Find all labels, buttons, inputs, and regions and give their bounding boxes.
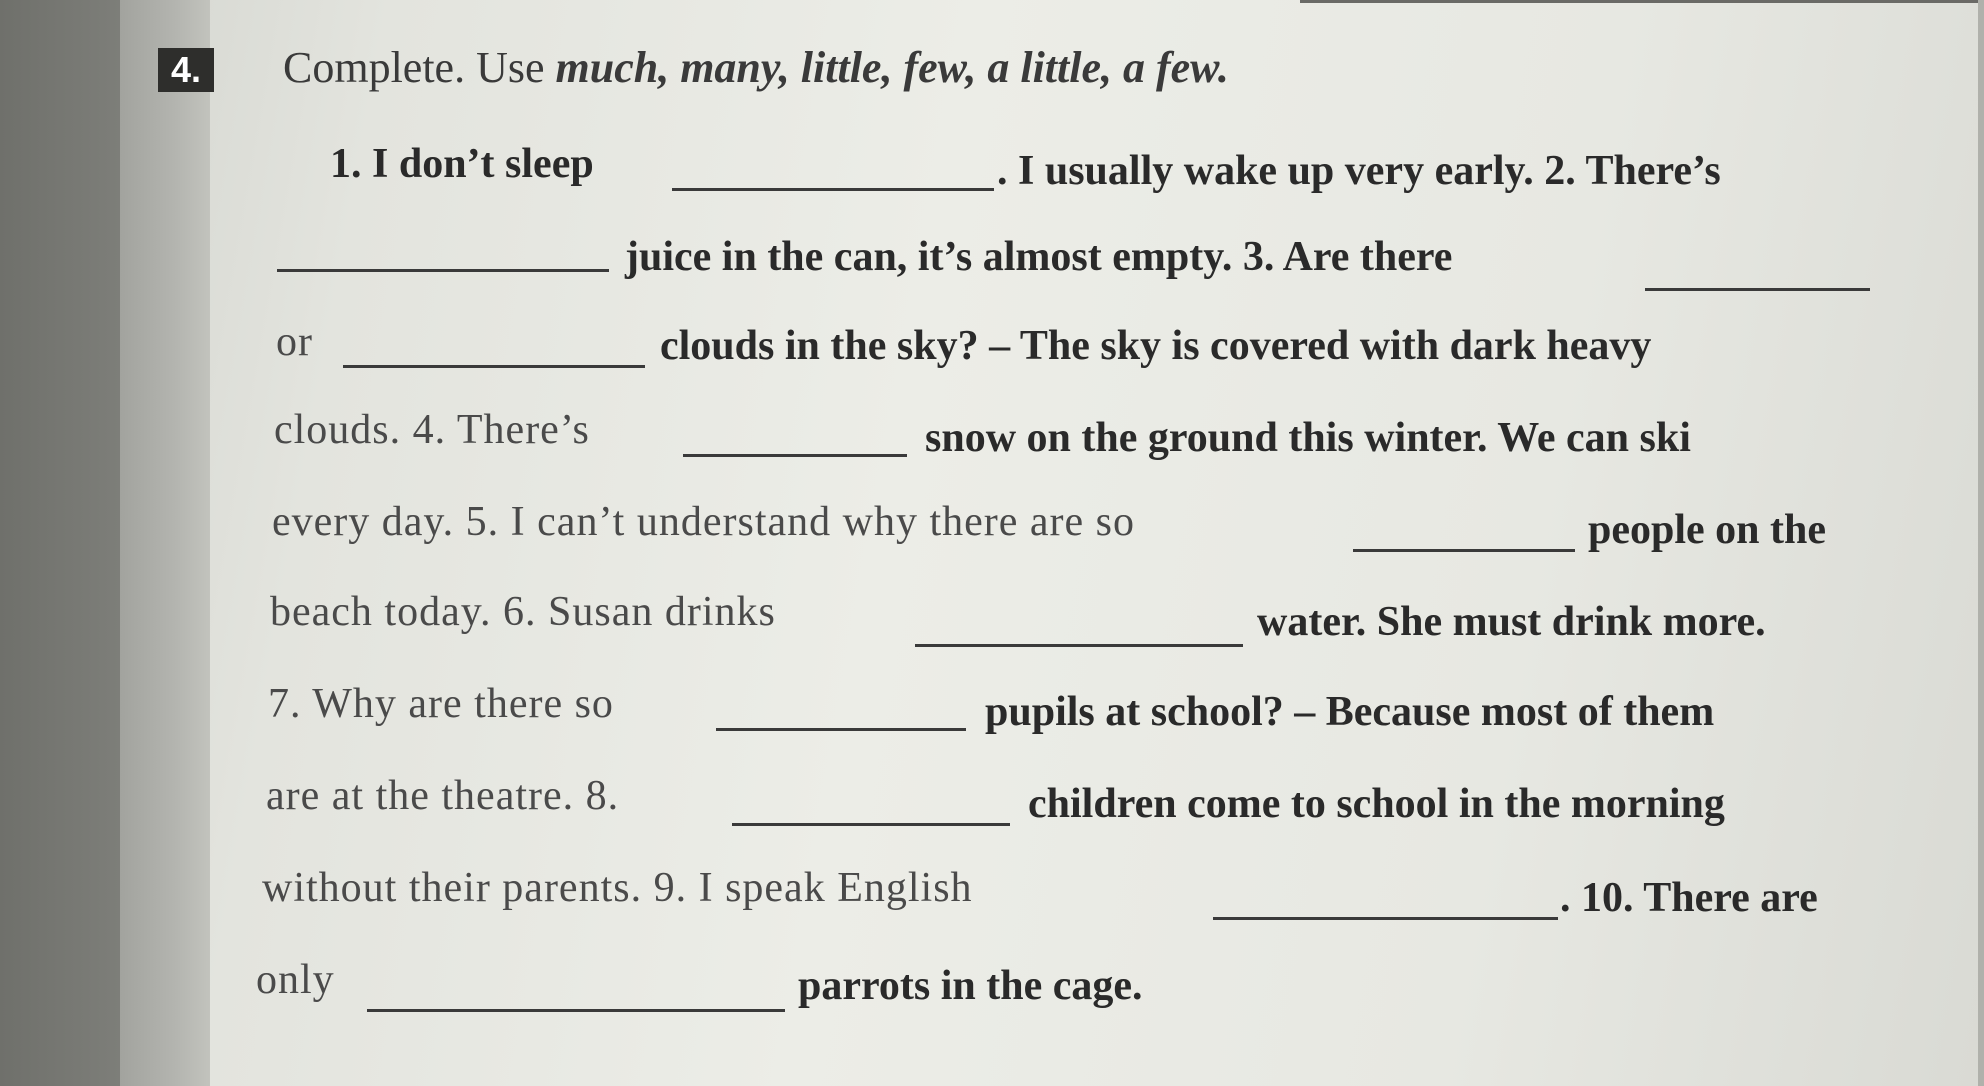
exercise-instruction <box>283 42 1229 93</box>
sentence-text: water. She must drink more. <box>1257 599 1766 645</box>
sentence-text: juice in the can, it’s almost empty. 3. Are there <box>625 234 1453 280</box>
answer-blank-10[interactable] <box>367 1009 785 1012</box>
page-sidebar-strip <box>120 0 210 1086</box>
answer-blank-7[interactable] <box>716 728 966 731</box>
answer-blank-1[interactable] <box>672 188 994 191</box>
sentence-text: pupils at school? – Because most of them <box>985 689 1715 735</box>
answer-blank-4[interactable] <box>683 454 907 457</box>
page-edge <box>1978 0 1984 1086</box>
sentence-text: clouds in the sky? – The sky is covered with dark heavy <box>660 323 1652 369</box>
sentence-text: clouds. 4. There’s <box>274 407 590 453</box>
answer-blank-8[interactable] <box>732 823 1010 826</box>
sentence-text: beach today. 6. Susan drinks <box>270 589 776 635</box>
answer-blank-3b[interactable] <box>343 365 645 368</box>
sentence-text: . I usually wake up very early. 2. There’s <box>997 148 1721 194</box>
page-margin-shadow <box>0 0 120 1086</box>
sentence-text: snow on the ground this winter. We can ski <box>925 415 1691 461</box>
sentence-text: or <box>276 319 313 365</box>
top-rule <box>1300 0 1984 3</box>
instruction-text: Complete. Use <box>283 43 556 92</box>
sentence-text: only <box>256 957 335 1003</box>
answer-blank-3a[interactable] <box>1645 288 1870 291</box>
sentence-text: without their parents. 9. I speak English <box>262 865 973 911</box>
instruction-word-list: much, many, little, few, a little, a few. <box>555 43 1229 92</box>
sentence-text: . 10. There are <box>1560 875 1818 921</box>
answer-blank-6[interactable] <box>915 644 1243 647</box>
sentence-text: 1. I don’t sleep <box>330 141 594 187</box>
answer-blank-9[interactable] <box>1213 917 1558 920</box>
sentence-text: every day. 5. I can’t understand why there are so <box>272 499 1136 545</box>
exercise-number-badge: 4. <box>158 48 214 92</box>
sentence-text: 7. Why are there so <box>268 681 614 727</box>
sentence-text: parrots in the cage. <box>798 963 1143 1009</box>
answer-blank-2[interactable] <box>277 269 609 272</box>
sentence-text: are at the theatre. 8. <box>266 773 620 819</box>
sentence-text: people on the <box>1588 507 1827 553</box>
answer-blank-5[interactable] <box>1353 549 1575 552</box>
sentence-text: children come to school in the morning <box>1028 781 1725 827</box>
